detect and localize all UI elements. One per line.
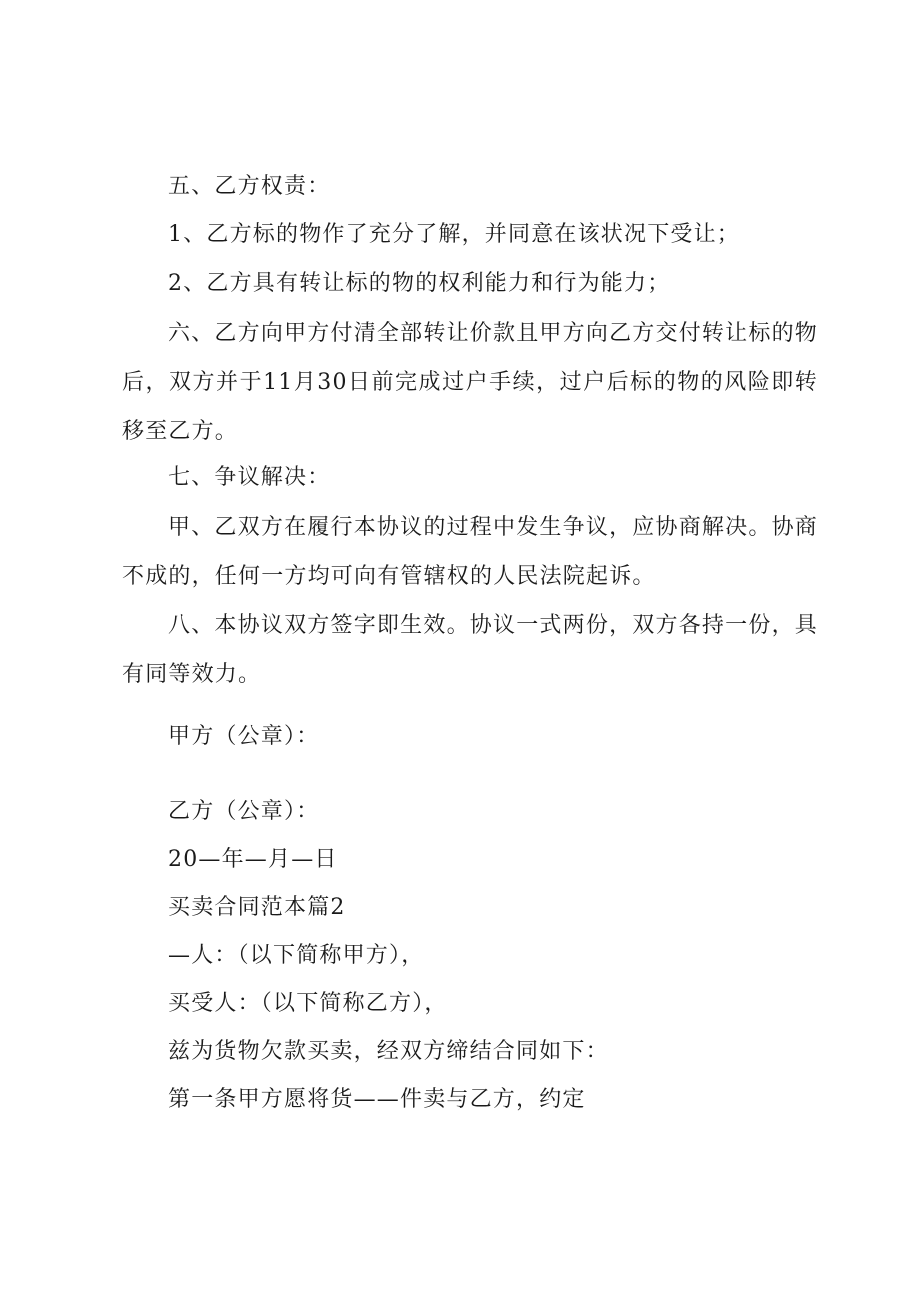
signature-date: 20—年—月—日 xyxy=(168,847,338,872)
party-b-signature: 乙方（公章）： xyxy=(168,799,320,824)
contract-2-title: 买卖合同范本篇2 xyxy=(168,895,346,920)
contract-intro: 兹为货物欠款买卖，经双方缔结合同如下： xyxy=(168,1039,609,1064)
article-1: 第一条甲方愿将货——件卖与乙方，约定 xyxy=(168,1087,586,1112)
section-8-paragraph: 八、本协议双方签字即生效。协议一式两份，双方各持一份，具有同等效力。 xyxy=(122,613,818,687)
section-5-heading: 五、乙方权责： xyxy=(168,174,331,199)
buyer-line: 买受人：（以下简称乙方）， xyxy=(168,991,448,1016)
section-7-heading: 七、争议解决： xyxy=(168,465,331,490)
party-a-signature: 甲方（公章）： xyxy=(168,724,320,749)
section-5-item-2: 2、乙方具有转让标的物的权利能力和行为能力； xyxy=(168,271,671,296)
section-7-paragraph: 甲、乙双方在履行本协议的过程中发生争议，应协商解决。协商不成的，任何一方均可向有管辖权的人民法院起诉。 xyxy=(122,515,818,589)
section-5-item-1: 1、乙方标的物作了充分了解，并同意在该状况下受让； xyxy=(168,222,740,247)
seller-line: —人：（以下简称甲方）， xyxy=(168,943,425,968)
section-6-paragraph: 六、乙方向甲方付清全部转让价款且甲方向乙方交付转让标的物后，双方并于11月30日前完成过户手续，过户后标的物的风险即转移至乙方。 xyxy=(122,321,818,444)
